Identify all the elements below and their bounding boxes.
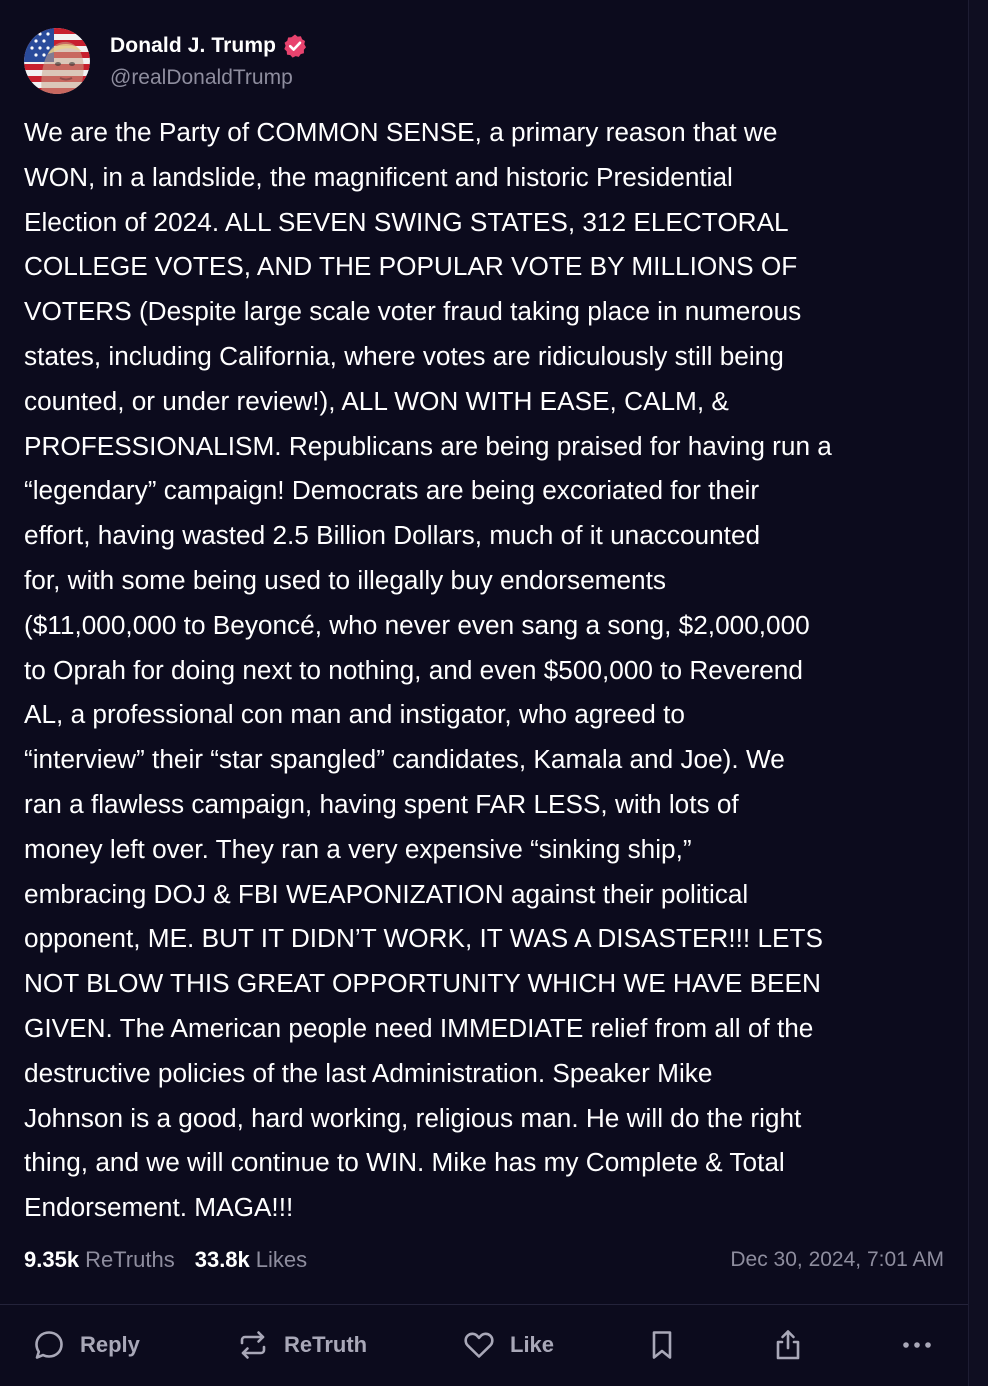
likes-label: Likes — [255, 1247, 308, 1272]
post-stats — [24, 1244, 944, 1276]
post-timestamp[interactable]: Dec 30, 2024, 7:01 AM — [730, 1248, 944, 1271]
post-header — [24, 28, 308, 94]
more-options-button[interactable] — [900, 1325, 934, 1365]
reply-button[interactable] — [32, 1325, 140, 1365]
action-bar — [0, 1305, 968, 1386]
more-dots-icon — [900, 1328, 934, 1362]
retruths-label: ReTruths — [85, 1247, 175, 1272]
retruth-label: ReTruth — [284, 1332, 368, 1357]
author-handle[interactable]: @realDonaldTrump — [110, 66, 293, 89]
heart-icon — [462, 1328, 496, 1362]
reply-bubble-icon — [32, 1328, 66, 1362]
share-icon — [771, 1328, 805, 1362]
retruths-count: 9.35k — [24, 1247, 80, 1272]
bookmark-button[interactable] — [645, 1325, 679, 1365]
post-text: We are the Party of COMMON SENSE, a primary reason that we WON, in a landslide, the magnificent and historic Presidential Election of 2024. ALL SEVEN SWING STATES, 312 ELECTORAL COLLEGE VOTES, AND THE POPULAR VOTE BY MILLIONS OF VOTERS (Despite large scale voter fraud taking place in numerous states, including California, where votes are ridiculously still being counted, or under review!), ALL WON WITH EASE, CALM, & PROFESSIONALISM. Republicans are being praised for having run a “legendary” campaign! Democrats are being excoriated for their effort, having wasted 2.5 Billion Dollars, much of it unaccounted for, with some being used to illegally buy endorsements ($11,000,000 to Beyoncé, who never even sang a song, $2,000,000 to Oprah for doing next to nothing, and even $500,000 to Reverend AL, a professional con man and instigator, who agreed to “interview” their “star spangled” candidates, Kamala and Joe). We ran a flawless campaign, having spent FAR LESS, with lots of money left over. They ran a very expensive “sinking ship,” embracing DOJ & FBI WEAPONIZATION against their political opponent, ME. BUT IT DIDN’T WORK, IT WAS A DISASTER!!! LETS NOT BLOW THIS GREAT OPPORTUNITY WHICH WE HAVE BEEN GIVEN. The American people need IMMEDIATE relief from all of the destructive policies of the last Administration. Speaker Mike Johnson is a good, hard working, religious man. He will do the right thing, and we will continue to WIN. Mike has my Complete & Total Endorsement. MAGA!!! — [24, 117, 832, 1223]
verified-badge-icon — [282, 33, 308, 59]
display-name[interactable]: Donald J. Trump — [110, 34, 277, 57]
likes-count: 33.8k — [194, 1247, 250, 1272]
likes-stat[interactable] — [195, 1247, 307, 1273]
retruth-button[interactable] — [236, 1325, 367, 1365]
right-rail — [968, 0, 988, 1386]
like-button[interactable] — [462, 1325, 554, 1365]
like-label: Like — [510, 1332, 555, 1357]
retruth-arrows-icon — [236, 1328, 270, 1362]
avatar-image — [24, 28, 90, 94]
retruths-stat[interactable] — [24, 1247, 175, 1273]
share-button[interactable] — [771, 1325, 805, 1365]
avatar[interactable] — [24, 28, 90, 94]
display-name-row — [110, 32, 308, 60]
reply-label: Reply — [80, 1332, 140, 1357]
author-names — [110, 28, 308, 90]
bookmark-icon — [645, 1328, 679, 1362]
